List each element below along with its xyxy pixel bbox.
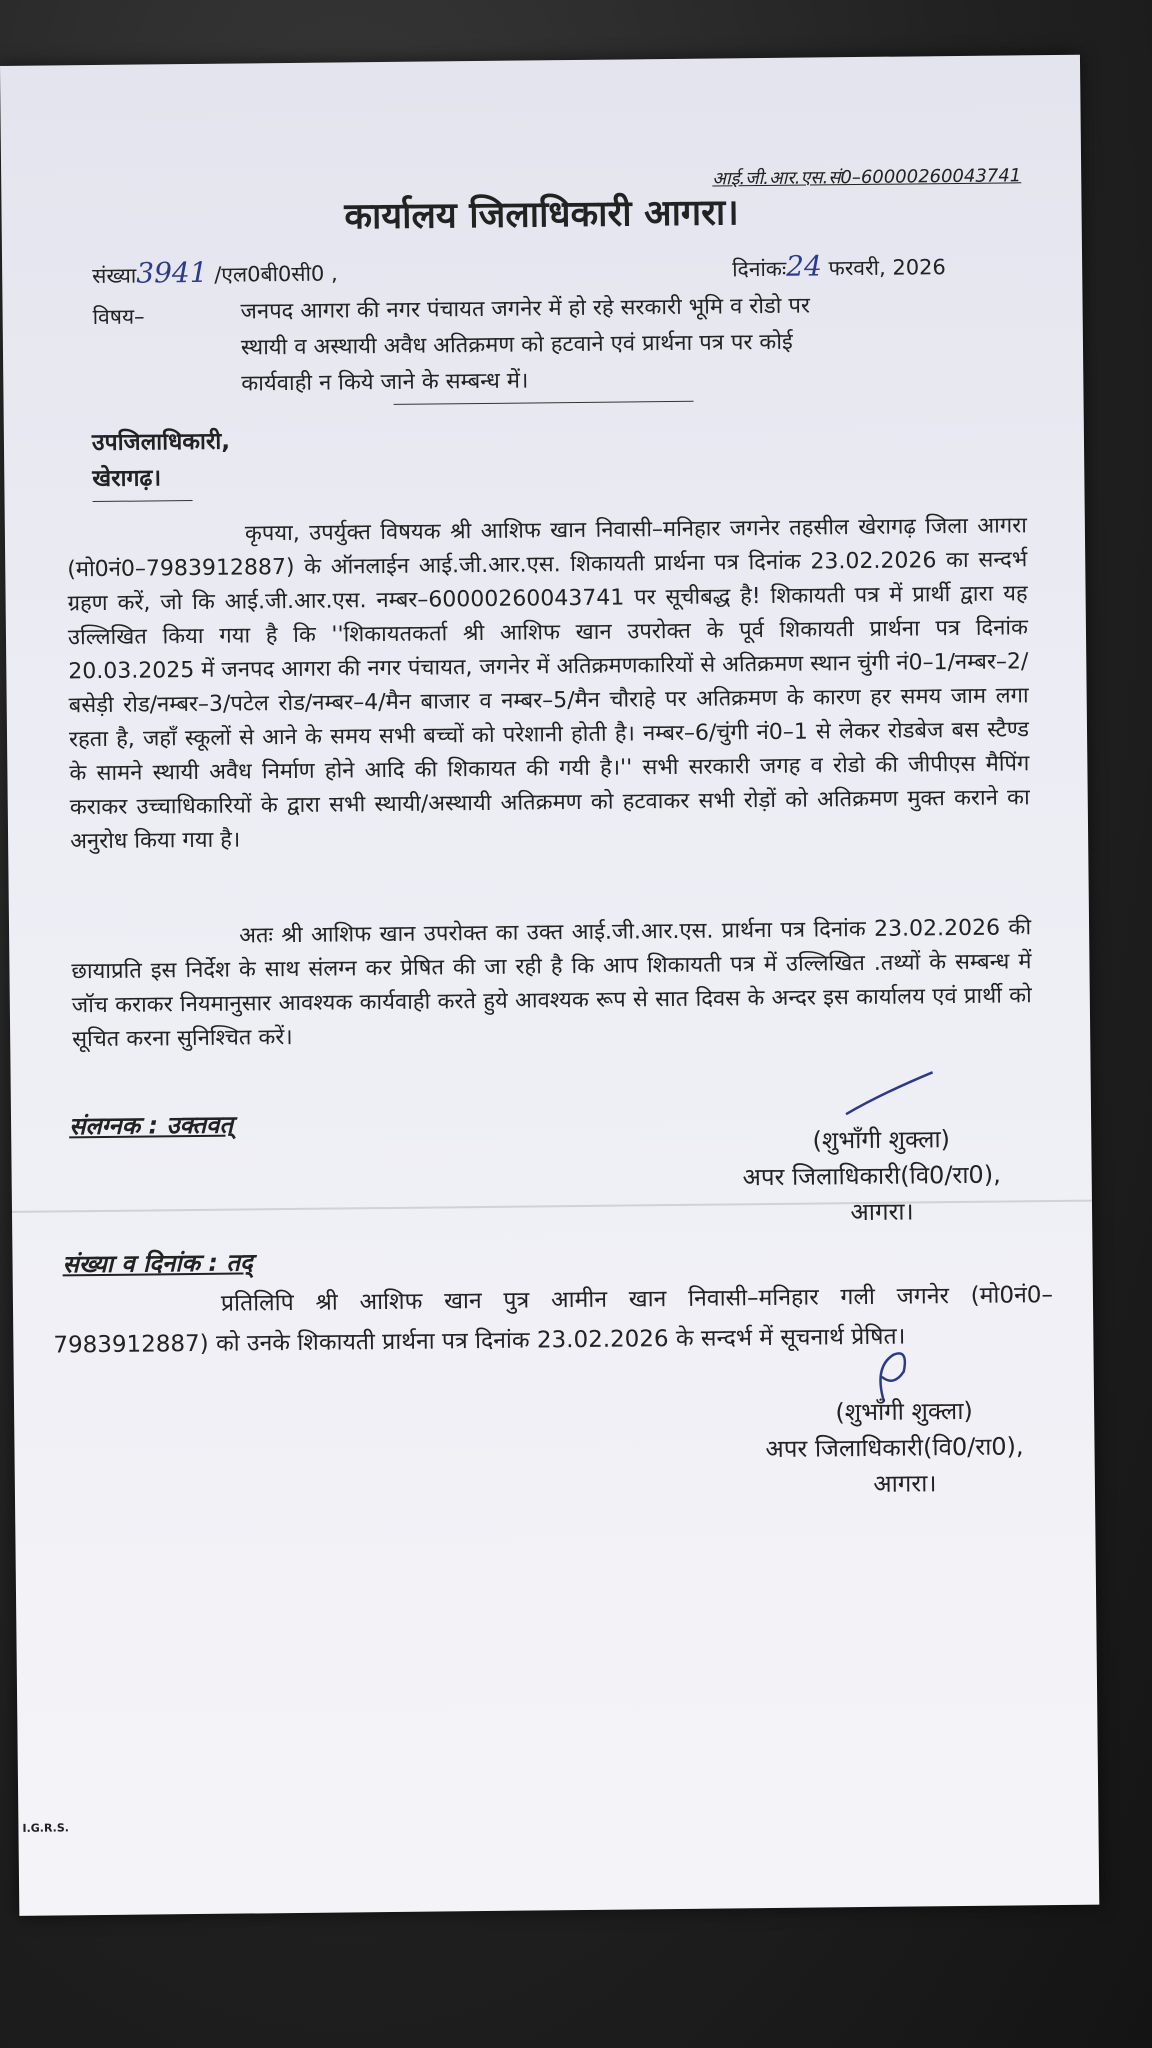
signatory-designation-1: अपर जिलाधिकारी(वि0/रा0), xyxy=(742,1160,1001,1192)
signatory-name-2: (शुभाँगी शुक्ला) xyxy=(835,1396,973,1427)
handwritten-number: 3941 xyxy=(136,255,208,290)
number-suffix: /एल0बी0सी0 , xyxy=(214,261,338,287)
subject-underline xyxy=(394,401,694,405)
signatory-place-1: आगरा। xyxy=(850,1197,914,1227)
addressee-underline xyxy=(93,500,193,502)
copy-heading: संख्या व दिनांक : तद् xyxy=(62,1248,253,1279)
date-suffix: फरवरी, 2026 xyxy=(828,255,946,281)
subject-line-3: कार्यवाही न किये जाने के सम्बन्ध में। xyxy=(241,368,529,397)
letter-number xyxy=(92,254,338,290)
signatory-name-1: (शुभाँगी शुक्ला) xyxy=(812,1125,951,1155)
subject-line-2: स्थायी व अस्थायी अवैध अतिक्रमण को हटवाने एवं प्रार्थना पत्र पर कोई xyxy=(240,329,793,361)
copy-text: प्रतिलिपि श्री आशिफ खान पुत्र आमीन खान निवासी–मनिहार गली जगनेर (मो0नं0–7983912887) को उनके शिकायती प्रार्थना पत्र दिनांक 23.02.2026 के सन्दर्भ में सूचनार्थ प्रेषित। xyxy=(53,1282,1054,1359)
signatory-designation-2: अपर जिलाधिकारी(वि0/रा0), xyxy=(765,1432,1024,1464)
body-paragraph-1: कृपया, उपर्युक्त विषयक श्री आशिफ खान निवासी–मनिहार जगनेर तहसील खेरागढ़ जिला आगरा (मो0नं0–7983912887) के ऑनलाईन आई.जी.आर.एस. शिकायती प्रार्थना पत्र दिनांक 23.02.2026 का सन्दर्भ ग्रहण करें, जो कि आई.जी.आर.एस. नम्बर–60000260043741 पर सूचीबद्ध है! शिकायती पत्र में प्रार्थी द्वारा यह उल्लिखित किया गया है कि ''शिकायतकर्ता श्री आशिफ खान उपरोक्त के पूर्व शिकायती प्रार्थना पत्र दिनांक 20.03.2025 में जनपद आगरा की नगर पंचायत, जगनेर में अतिक्रमणकारियों से अतिक्रमण स्थान चुंगी नं0–1/नम्बर–2/बसेड़ी रोड/नम्बर–3/पटेल रोड/नम्बर–4/मैन बाजार व नम्बर–5/मैन चौराहे पर अतिक्रमण के कारण हर समय जाम लगा रहता है, जहाँ स्कूलों से आने के समय सभी बच्चों को परेशानी होती है। नम्बर–6/चुंगी नं0–1 से लेकर रोडबेज बस स्टैण्ड के सामने स्थायी अवैध निर्माण होने आदि की शिकायत की गयी है।'' सभी सरकारी जगह व रोडो की जीपीएस मैपिंग कराकर उच्चाधिकारियों के द्वारा सभी स्थायी/अस्थायी अतिक्रमण को हटवाकर सभी रोड़ों को अतिक्रमण मुक्त कराने का अनुरोध किया गया है। xyxy=(67,513,1030,855)
date-label: दिनांकः xyxy=(732,256,787,282)
igrs-reference-number: आई.जी.आर.एस.सं0–60000260043741 xyxy=(712,165,1022,190)
enclosure-note: संलग्नक : उक्तवत् xyxy=(68,1110,234,1141)
addressee-line-1: उपजिलाधिकारी, xyxy=(91,428,231,457)
signature-stroke-1 xyxy=(841,1068,942,1119)
signatory-place-2: आगरा। xyxy=(873,1469,937,1498)
letter-date xyxy=(732,248,946,283)
letter-page xyxy=(0,55,1099,1916)
number-label: संख्या xyxy=(92,263,137,289)
office-title: कार्यालय जिलाधिकारी आगरा। xyxy=(344,192,740,238)
margin-mark: I.G.R.S. xyxy=(22,1821,69,1835)
subject-line-1: जनपद आगरा की नगर पंचायत जगनेर में हो रहे सरकारी भूमि व रोडो पर xyxy=(240,293,811,325)
handwritten-date: 24 xyxy=(786,249,823,283)
addressee-line-2: खेरागढ़। xyxy=(92,465,162,493)
body-paragraph-2: अतः श्री आशिफ खान उपरोक्त का उक्त आई.जी.आर.एस. प्रार्थना पत्र दिनांक 23.02.2026 की छायाप्रति इस निर्देश के साथ संलग्न कर प्रेषित की जा रही है कि आप शिकायती पत्र में उल्लिखित .तथ्यों के सम्बन्ध में जॉच कराकर नियमानुसार आवश्यक कार्यवाही करते हुये आवश्यक रूप से सात दिवस के अन्दर इस कार्यालय एवं प्रार्थी को सूचित करना सुनिश्चित करें। xyxy=(71,915,1032,1053)
subject-label: विषय– xyxy=(92,304,145,330)
